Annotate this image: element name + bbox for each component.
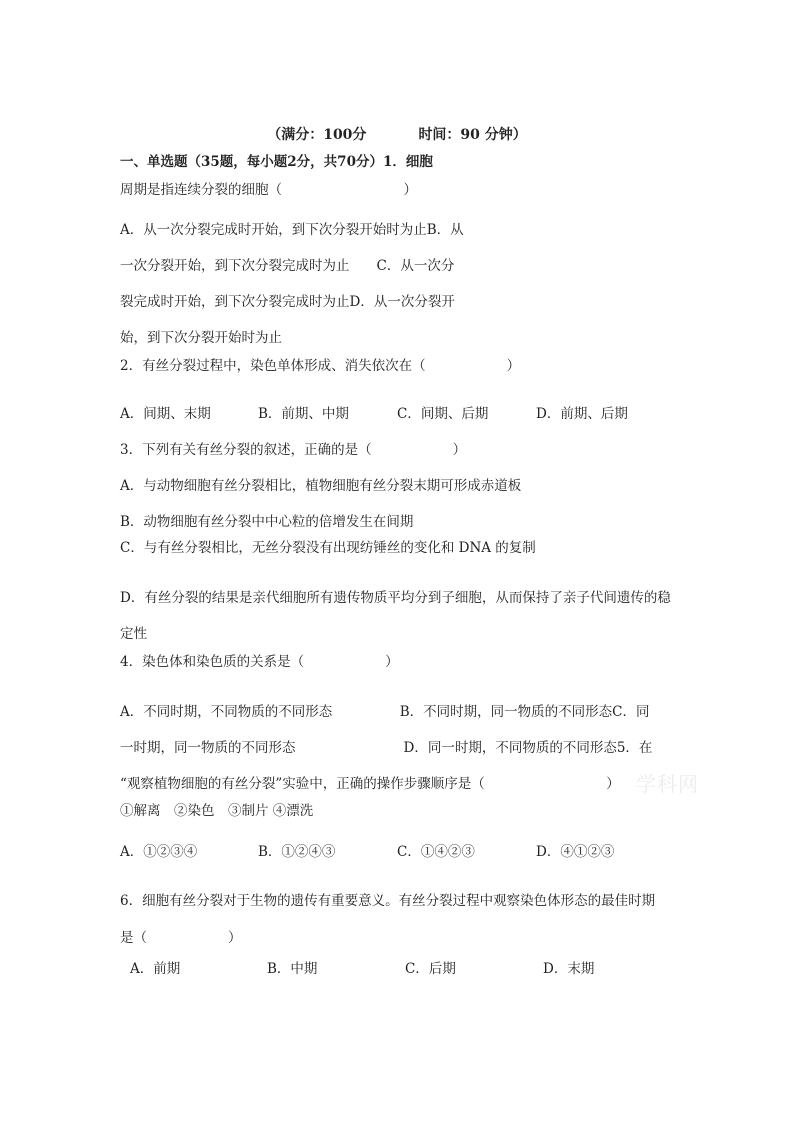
q3-option-b: B．动物细胞有丝分裂中中心粒的倍增发生在间期 — [120, 514, 414, 530]
q3-option-d: D．有丝分裂的结果是亲代细胞所有遗传物质平均分到子细胞，从而保持了亲子代间遗传的稳 — [120, 590, 671, 606]
exam-header — [0, 124, 794, 144]
q3-option-a: A．与动物细胞有丝分裂相比，植物细胞有丝分裂末期可形成赤道板 — [120, 478, 522, 494]
question-6-cont: 是（ ） — [120, 930, 242, 946]
q3-option-c: C．与有丝分裂相比，无丝分裂没有出现纺锤丝的变化和 DNA 的复制 — [120, 540, 536, 556]
q2-option-c: C．间期、后期 — [397, 406, 489, 422]
question-3: 3．下列有关有丝分裂的叙述，正确的是（ ） — [120, 442, 467, 458]
question-4: 4．染色体和染色质的关系是（ ） — [120, 654, 399, 670]
q4-options-line-2: 一时期，同一物质的不同形态 D．同一时期，不同物质的不同形态5．在 — [120, 740, 653, 756]
q6-option-b: B．中期 — [267, 961, 318, 977]
question-5: “观察植物细胞的有丝分裂”实验中，正确的操作步骤顺序是（ ） — [120, 776, 620, 792]
q5-option-a: A．①②③④ — [120, 844, 198, 860]
question-6: 6．细胞有丝分裂对于生物的遗传有重要意义。有丝分裂过程中观察染色体形态的最佳时期 — [120, 893, 656, 909]
question-text: 周期是指连续分裂的细胞（ ） — [120, 182, 417, 198]
q5-option-b: B．①②④③ — [258, 844, 336, 860]
q5-steps: ①解离 ②染色 ③制片 ④漂洗 — [120, 803, 314, 819]
q5-option-c: C．①④②③ — [397, 844, 475, 860]
q6-option-c: C．后期 — [405, 961, 456, 977]
section-title-line: 一、单选题（35题，每小题2分，共70分）1．细胞 — [120, 154, 433, 170]
question-2: 2．有丝分裂过程中，染色单体形成、消失依次在（ ） — [120, 358, 521, 374]
q6-option-d: D．末期 — [543, 961, 595, 977]
question-text: 一次分裂开始，到下次分裂完成时为止 C．从一次分 — [120, 258, 455, 274]
q2-option-d: D．前期、后期 — [536, 406, 628, 422]
question-text: 始，到下次分裂开始时为止 — [120, 330, 282, 346]
q5-option-d: D．④①②③ — [536, 844, 615, 860]
q2-option-b: B．前期、中期 — [258, 406, 349, 422]
q4-options-line-1: A．不同时期，不同物质的不同形态 B．不同时期，同一物质的不同形态C．同 — [120, 704, 650, 720]
q2-option-a: A．间期、末期 — [120, 406, 211, 422]
q6-option-a: A．前期 — [130, 961, 181, 977]
watermark: 学科网 — [636, 772, 699, 796]
q3-option-d-cont: 定性 — [120, 626, 147, 642]
question-text: A．从一次分裂完成时开始，到下次分裂开始时为止B．从 — [120, 222, 464, 238]
full-score-label: （满分：100分 — [267, 127, 367, 143]
time-label: 时间：90 分钟） — [418, 127, 527, 143]
question-text: 裂完成时开始，到下次分裂完成时为止D．从一次分裂开 — [120, 294, 455, 310]
